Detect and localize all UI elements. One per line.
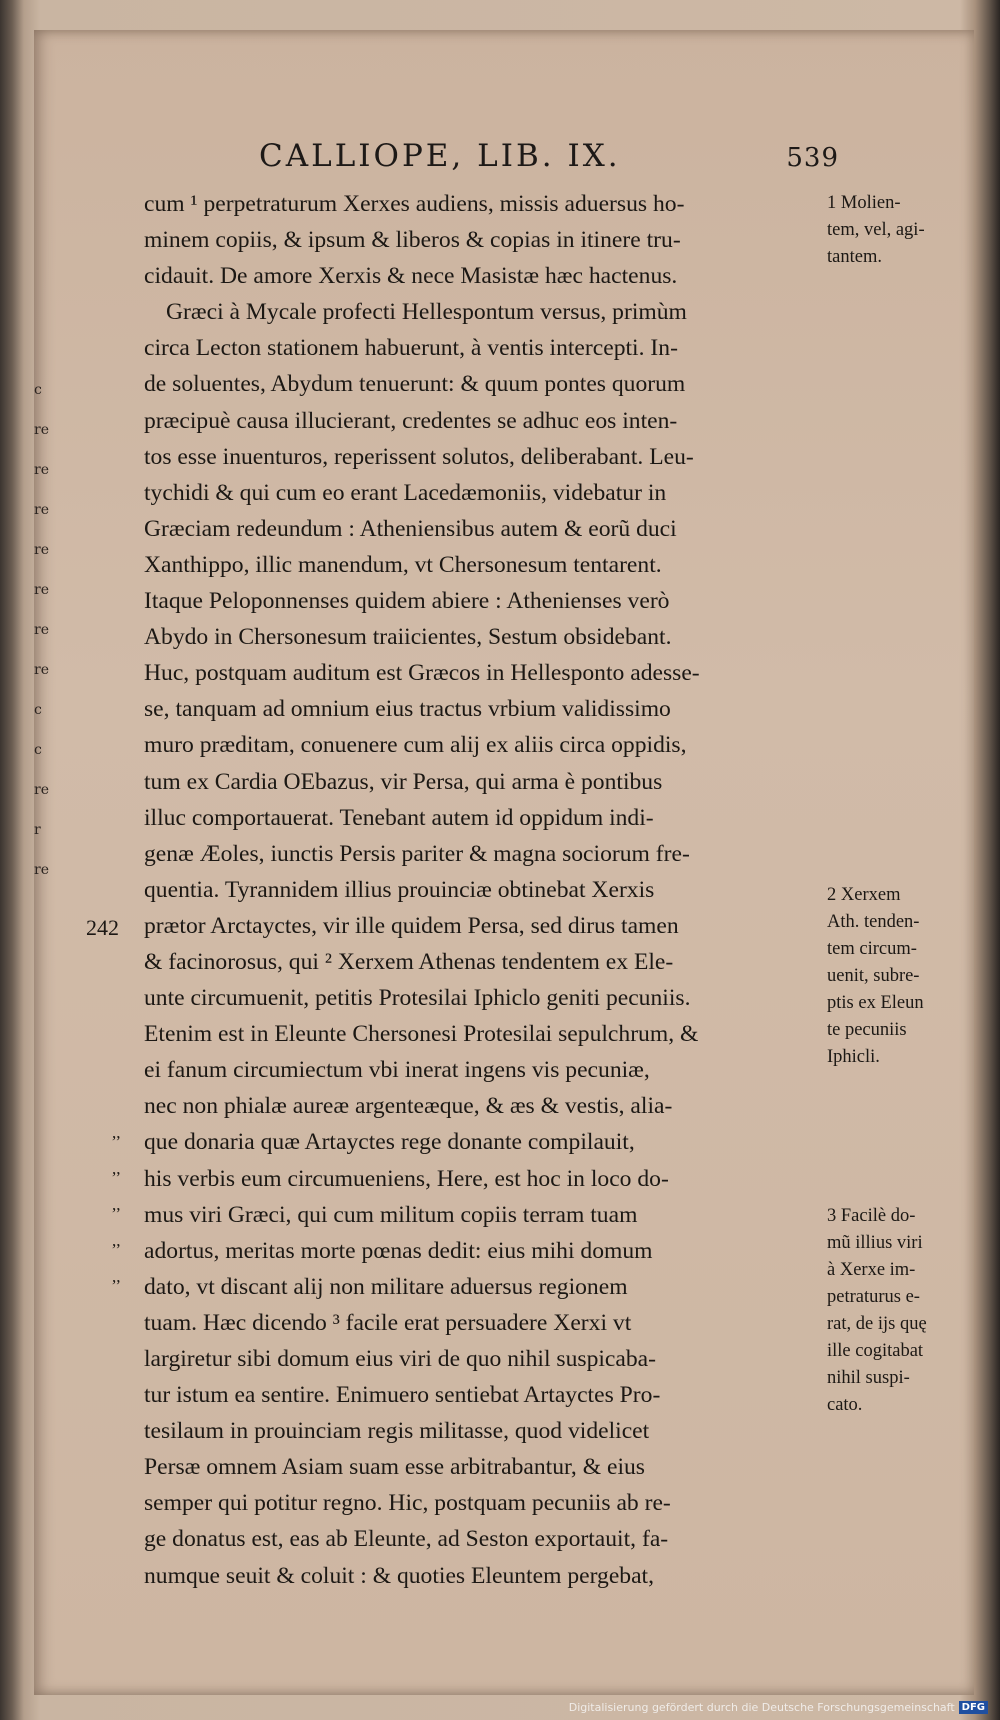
text-line: tychidi & qui cum eo erant Lacedæmoniis, videbatur in [144,479,667,506]
margin-note-line: Iphicli. [827,1047,880,1067]
margin-note-line: 2 Xerxem [827,885,901,905]
marginal-page-reference: 242 [86,915,119,940]
text-line: Persæ omnem Asiam suam esse arbitrabantur, & eius [144,1454,645,1481]
text-line: cidauit. De amore Xerxis & nece Masistæ hæc hactenus. [144,263,678,290]
body-text [144,186,824,1594]
margin-note-line: cato. [827,1395,863,1415]
quotation-marks [112,1115,140,1295]
text-line: Abydo in Chersonesum traiicientes, Sestum obsidebant. [144,624,672,651]
margin-note-1 [827,190,967,271]
text-line: Itaque Peloponnenses quidem abiere : Athenienses verò [144,588,670,615]
margin-note-line: tantem. [827,247,882,267]
quote-mark: ,, [112,1123,121,1142]
margin-note-line: 3 Facilè do- [827,1206,916,1226]
text-line: se, tanquam ad omnium eius tractus vrbium validissimo [144,696,671,723]
margin-note-line: 1 Molien- [827,193,901,213]
margin-note-line: petraturus e- [827,1287,920,1307]
margin-note-line: te pecuniis [827,1020,907,1040]
text-line: largiretur sibi domum eius viri de quo nihil suspicaba- [144,1346,656,1372]
text-line: Græciam redeundum : Atheniensibus autem & eorũ duci [144,515,677,542]
text-line: Huc, postquam auditum est Græcos in Hellesponto adesse- [144,660,700,687]
credit-text: Digitalisierung gefördert durch die Deutsche Forschungsgemeinschaft [568,1701,955,1714]
edge-mark: re [34,782,49,798]
text-line: Græci à Mycale profecti Hellespontum versus, primùm [166,299,687,326]
page-number: 539 [786,143,839,173]
text-line: unte circumuenit, petitis Protesilai Iphiclo geniti pecuniis. [144,985,691,1012]
margin-note-line: tem circum- [827,939,917,959]
text-line: tuam. Hæc dicendo ³ facile erat persuadere Xerxi vt [144,1309,632,1336]
dfg-logo-icon: DFG [959,1701,988,1714]
margin-note-line: uenit, subre- [827,966,920,986]
margin-note-3 [827,1203,967,1419]
text-line: circa Lecton stationem habuerunt, à ventis intercepti. In- [144,335,678,362]
text-line: mus viri Græci, qui cum militum copiis terram tuam [144,1201,638,1228]
book-page [34,30,974,1695]
edge-mark: re [34,862,49,878]
text-line: semper qui potitur regno. Hic, postquam pecuniis ab re- [144,1490,671,1517]
running-head [259,138,839,174]
text-line: dato, vt discant alij non militare aduersus regionem [144,1273,628,1300]
text-line: & facinorosus, qui ² Xerxem Athenas tendentem ex Ele- [144,948,674,975]
quote-mark: ,, [112,1267,121,1287]
text-line: Etenim est in Eleunte Chersonesi Protesilai sepulchrum, & [144,1021,699,1048]
text-line: adortus, meritas morte pœnas dedit: eius mihi domum [144,1237,653,1264]
edge-mark: re [34,582,49,598]
text-line: muro præditam, conuenere cum alij ex aliis circa oppidis, [144,732,687,759]
text-line: minem copiis, & ipsum & liberos & copias in itinere tru- [144,227,681,254]
text-line: tur istum ea sentire. Enimuero sentiebat Artayctes Pro- [144,1382,661,1409]
quote-mark: ,, [112,1231,121,1251]
text-line: Xanthippo, illic manendum, vt Chersonesum tentarent. [144,551,662,578]
text-line: nec non phialæ aureæ argenteæque, & æs & vestis, alia- [144,1093,673,1120]
margin-note-line: Ath. tenden- [827,912,920,932]
text-line: tos esse inuenturos, reperissent solutos, deliberabant. Leu- [144,443,694,470]
text-line: tesilaum in prouinciam regis militasse, quod videlicet [144,1418,650,1445]
text-line: numque seuit & coluit : & quoties Eleuntem pergebat, [144,1562,655,1589]
text-line: prætor Arctayctes, vir ille quidem Persa, sed dirus tamen [144,912,679,939]
quote-mark: ,, [112,1195,121,1215]
edge-mark: c [34,742,42,758]
edge-mark: re [34,622,49,638]
text-line: illuc comportauerat. Tenebant autem id oppidum indi- [144,804,654,831]
text-line: quentia. Tyrannidem illius prouinciæ obtinebat Xerxis [144,876,655,903]
text-line: cum ¹ perpetraturum Xerxes audiens, missis aduersus ho- [144,191,685,217]
margin-note-line: mũ illius viri [827,1233,923,1253]
edge-mark: re [34,502,49,518]
margin-note-line: rat, de ijs quę [827,1314,927,1334]
margin-note-line: tem, vel, agi- [827,220,925,240]
text-line: ge donatus est, eas ab Eleunte, ad Seston exportauit, fa- [144,1526,669,1553]
quote-mark: ,, [112,1159,121,1179]
edge-mark: re [34,422,49,438]
edge-mark: re [34,542,49,558]
text-line: præcipuè causa illucierant, credentes se adhuc eos inten- [144,407,678,434]
text-line: genæ Æoles, iunctis Persis pariter & magna sociorum fre- [144,840,690,867]
edge-mark: c [34,382,42,398]
edge-mark: r [34,822,41,838]
text-line: tum ex Cardia OEbazus, vir Persa, qui arma è pontibus [144,768,663,795]
text-line: his verbis eum circumueniens, Here, est hoc in loco do- [144,1165,669,1192]
margin-note-line: ille cogitabat [827,1341,924,1361]
margin-note-line: ptis ex Eleun [827,993,924,1013]
text-line: de soluentes, Abydum tenuerunt: & quum pontes quorum [144,371,686,398]
edge-mark: re [34,462,49,478]
text-line: ei fanum circumiectum vbi inerat ingens vis pecuniæ, [144,1057,650,1084]
binding-edge-marks [34,370,52,890]
margin-note-line: nihil suspi- [827,1368,910,1388]
margin-note-line: à Xerxe im- [827,1260,916,1280]
chapter-title: CALLIOPE, LIB. IX. [259,138,621,174]
text-line: que donaria quæ Artayctes rege donante compilauit, [144,1129,635,1156]
digitization-credit [569,1701,988,1714]
edge-mark: re [34,662,49,678]
margin-note-2 [827,882,967,1071]
edge-mark: c [34,702,42,718]
